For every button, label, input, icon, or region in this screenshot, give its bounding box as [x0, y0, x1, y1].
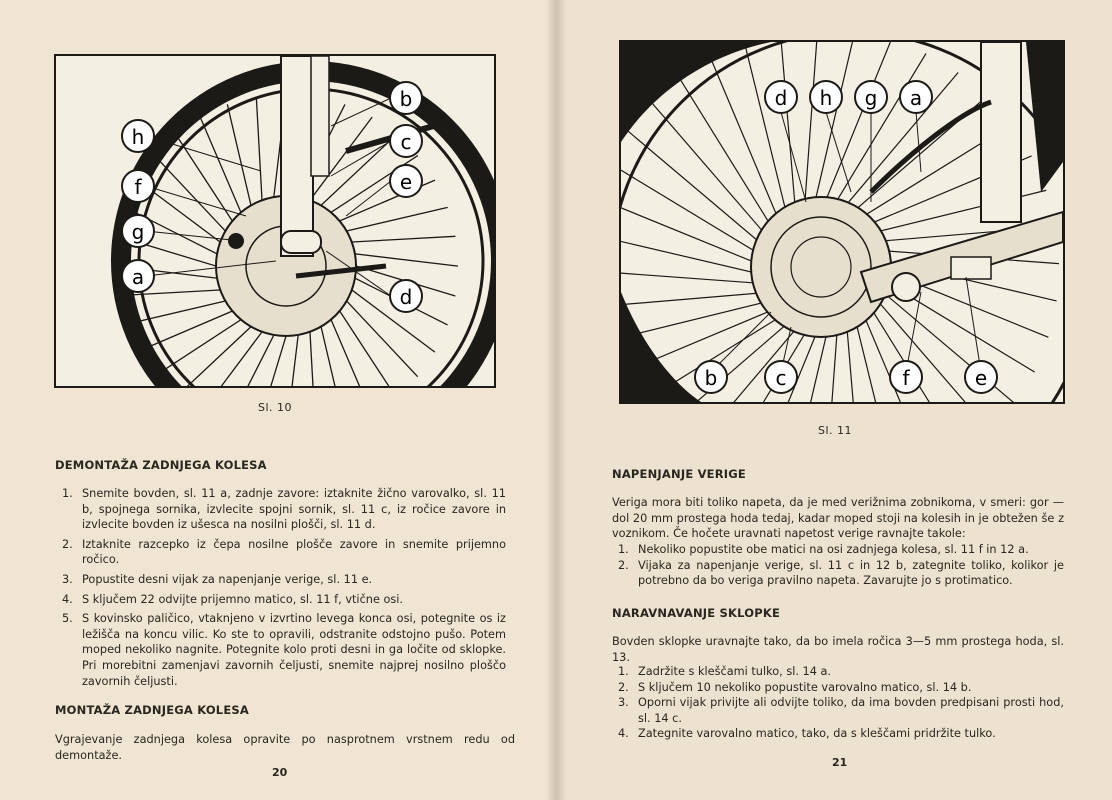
figure-11: [619, 40, 1065, 404]
book-gutter: [546, 0, 566, 800]
list-item: 1. Snemite bovden, sl. 11 a, zadnje zavore: iztaknite žično varovalko, sl. 11 b, spojnega sornika, izvlecite spojni sornik, sl. 11 c, iz ročice zavore in izvlecite bovden iz ušesca na nosilni plošči, sl. 11 d.: [62, 487, 506, 532]
svg-text:f: f: [134, 175, 142, 199]
page-number-left: 20: [272, 766, 288, 779]
svg-text:a: a: [131, 265, 145, 289]
svg-text:h: h: [819, 86, 833, 110]
callout-d: [390, 280, 422, 312]
svg-text:h: h: [131, 125, 145, 149]
svg-text:e: e: [399, 170, 413, 194]
callout-a: [122, 260, 154, 292]
callout-e: [390, 165, 422, 197]
figure-10-caption: Sl. 10: [258, 401, 293, 414]
list-item: 4. S ključem 22 odvijte prijemno matico, sl. 11 f, vtične osi.: [62, 592, 404, 606]
callout-h-top: [810, 81, 842, 113]
callout-d-top: [765, 81, 797, 113]
svg-text:a: a: [909, 86, 923, 110]
callout-g: [122, 215, 154, 247]
svg-text:e: e: [974, 366, 988, 390]
svg-text:b: b: [399, 87, 413, 111]
naravnavanje-steps: [618, 664, 1064, 742]
napenjanje-text: Veriga mora biti toliko napeta, da je med verižnima zobnikoma, v smeri: gor — dol 20 mm prostega hoda tedaj, kadar moped stoji na kolesih in je obtežen še z voznikom. Če hočete uravnati napetost verige ravnajte takole:: [612, 496, 1064, 541]
montaza-text: Vgrajevanje zadnjega kolesa opravite po nasprotnem vrstnem redu od demontaže.: [55, 733, 515, 762]
demontaza-steps: [62, 486, 506, 693]
svg-text:d: d: [774, 86, 788, 110]
callout-f-bottom: [890, 361, 922, 393]
callout-c: [390, 125, 422, 157]
list-item: 4. Zategnite varovalno matico, tako, da s kleščami pridržite tulko.: [618, 727, 996, 741]
list-item: 1. Nekoliko popustite obe matici na osi zadnjega kolesa, sl. 11 f in 12 a.: [618, 543, 1029, 556]
napenjanje-steps: [618, 542, 1064, 589]
svg-text:c: c: [775, 366, 787, 390]
wheel-illustration: [56, 56, 494, 386]
list-item: 5. S kovinsko paličico, vtaknjeno v izvrtino levega konca osi, potegnite os iz ležišča na koncu vilic. Ko ste to opravili, odstranite odstojno pušo. Potem moped nekoliko nagnite. Potegnite kolo proti desni in ga ločite od sklopke. Pri morebitni zamenjavi zavornih čeljusti, snemite najprej nosilno ploščo zavornih čeljusti.: [62, 612, 506, 688]
section-heading-napenjanje: NAPENJANJE VERIGE: [612, 467, 746, 481]
callout-c-bottom: [765, 361, 797, 393]
callout-e-bottom: [965, 361, 997, 393]
naravnavanje-text: Bovden sklopke uravnajte tako, da bo imela ročica 3—5 mm prostega hoda, sl. 13.: [612, 635, 1064, 664]
section-heading-naravnavanje: NARAVNAVANJE SKLOPKE: [612, 606, 781, 620]
section-heading-montaza: MONTAŽA ZADNJEGA KOLESA: [55, 703, 249, 717]
list-item: 3. Oporni vijak privijte ali odvijte toliko, da ima bovden predpisani prosti hod, sl. 14 c.: [618, 696, 1064, 725]
page-number-right: 21: [832, 756, 848, 769]
list-item: 2. Vijaka za napenjanje verige, sl. 11 c in 12 b, zategnite toliko, kolikor je potrebno da bo veriga pravilno napeta. Zavarujte jo s protimatico.: [618, 558, 1064, 588]
callout-b: [390, 82, 422, 114]
list-item: 2. Iztaknite razcepko iz čepa nosilne plošče zavore in snemite prijemno ročico.: [62, 537, 506, 567]
svg-text:d: d: [399, 285, 413, 309]
right-page: [556, 0, 1112, 800]
list-item: 1. Zadržite s kleščami tulko, sl. 14 a.: [618, 665, 832, 678]
callout-f: [122, 170, 154, 202]
callout-b-bottom: [695, 361, 727, 393]
list-item: 3. Popustite desni vijak za napenjanje verige, sl. 11 e.: [62, 572, 373, 586]
figure-11-caption: Sl. 11: [818, 424, 853, 437]
svg-text:g: g: [864, 86, 878, 110]
callout-a-top: [900, 81, 932, 113]
figure-10: [54, 54, 496, 388]
svg-text:b: b: [704, 366, 718, 390]
svg-text:g: g: [131, 220, 145, 244]
section-heading-demontaza: DEMONTAŽA ZADNJEGA KOLESA: [55, 458, 267, 472]
svg-text:c: c: [400, 130, 412, 154]
list-item: 2. S ključem 10 nekoliko popustite varovalno matico, sl. 14 b.: [618, 680, 972, 694]
callout-g-top: [855, 81, 887, 113]
callout-h: [122, 120, 154, 152]
svg-text:f: f: [902, 366, 910, 390]
hub-illustration: [621, 42, 1063, 402]
